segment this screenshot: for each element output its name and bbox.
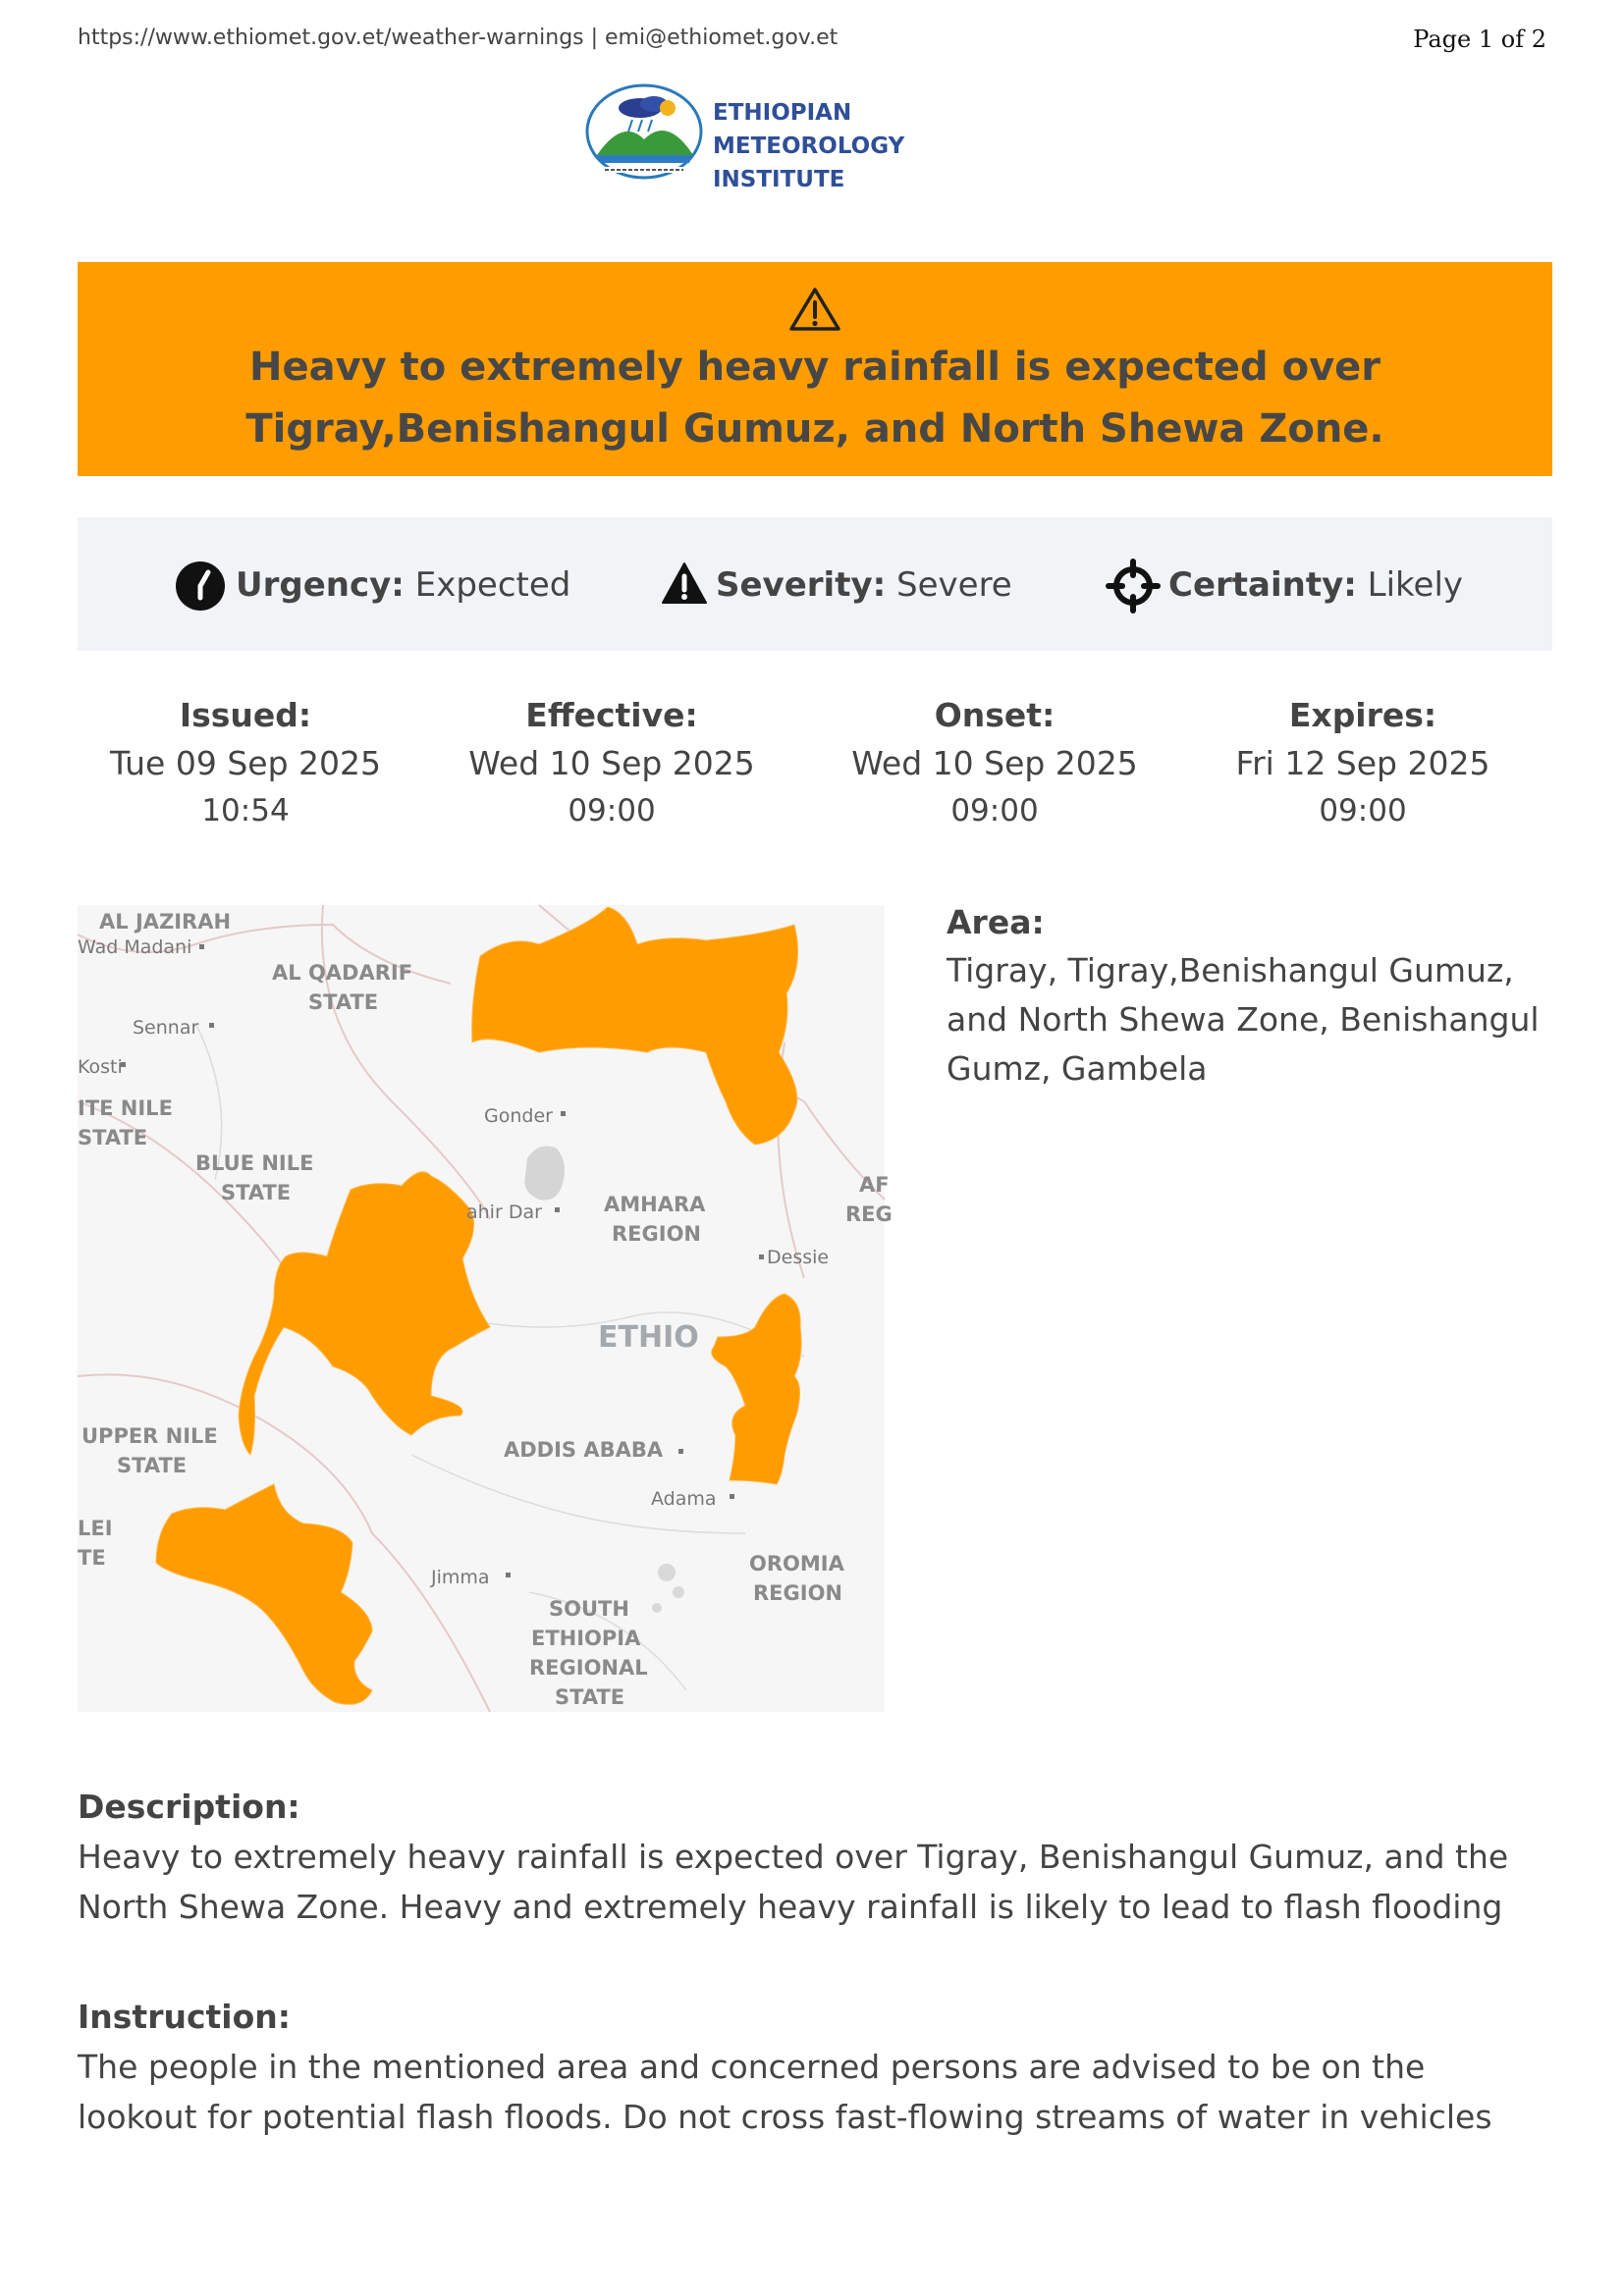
warning-banner xyxy=(78,262,1552,476)
expires-day: Fri 12 Sep 2025 xyxy=(1235,744,1490,782)
expires-label: Expires: xyxy=(1288,696,1437,734)
map-label-white-nile-1: ITE NILE xyxy=(78,1096,173,1120)
crosshair-icon xyxy=(1108,561,1159,612)
map-label-wad-madani: Wad Madani xyxy=(78,936,192,958)
certainty-label: Certainty: xyxy=(1168,565,1357,605)
issued-day: Tue 09 Sep 2025 xyxy=(109,744,381,782)
map-label-ethiopia: ETHIO xyxy=(598,1320,699,1355)
map-label-jimma: Jimma xyxy=(431,1567,490,1588)
area-label: Area: xyxy=(947,903,1045,941)
instruction-line1: The people in the mentioned area and concerned persons are advised to be on the xyxy=(78,2048,1426,2086)
map-label-blue-nile-2: STATE xyxy=(221,1181,292,1204)
clock-icon xyxy=(175,561,226,612)
institute-name xyxy=(713,96,1045,196)
issued-time: 10:54 xyxy=(201,793,290,828)
area-line2: and North Shewa Zone, Benishangul xyxy=(947,1000,1540,1039)
warning-area-map[interactable] xyxy=(78,905,893,1712)
issued-label: Issued: xyxy=(179,696,312,734)
severity-label: Severity: xyxy=(716,565,887,605)
onset-label: Onset: xyxy=(934,696,1056,734)
description-line2: North Shewa Zone. Heavy and extremely heavy rainfall is likely to lead to flash flooding xyxy=(78,1888,1503,1926)
map-label-south-ethiopia-4: STATE xyxy=(555,1685,625,1709)
map-label-kosti: Kosti xyxy=(78,1056,123,1078)
map-label-dessie: Dessie xyxy=(767,1247,830,1268)
effective-date xyxy=(435,692,788,833)
alert-properties xyxy=(78,517,1552,651)
area-line1: Tigray, Tigray,Benishangul Gumuz, xyxy=(947,951,1514,989)
description-line1: Heavy to extremely heavy rainfall is expected over Tigray, Benishangul Gumuz, and the xyxy=(78,1838,1509,1876)
map-label-south-ethiopia-3: REGIONAL xyxy=(529,1656,648,1680)
alert-triangle-icon xyxy=(661,561,708,608)
map-label-upper-nile-2: STATE xyxy=(117,1454,188,1477)
map-label-south-ethiopia-1: SOUTH xyxy=(549,1597,629,1621)
instruction-label: Instruction: xyxy=(78,1998,291,2036)
map-label-afar-1: AF xyxy=(859,1173,890,1197)
map-label-addis-ababa: ADDIS ABABA xyxy=(504,1438,664,1462)
map-label-jonglei-2: TE xyxy=(78,1546,106,1570)
instruction-section xyxy=(78,1993,1552,2142)
description-label: Description: xyxy=(78,1788,300,1826)
map-label-sennar: Sennar xyxy=(133,1017,199,1039)
map-label-south-ethiopia-2: ETHIOPIA xyxy=(531,1627,641,1650)
map-label-afar-2: REG xyxy=(845,1202,893,1226)
onset-day: Wed 10 Sep 2025 xyxy=(851,744,1138,782)
map-label-al-qadarif-2: STATE xyxy=(308,990,379,1014)
benishangul-warning-area xyxy=(239,1172,490,1455)
area-line3: Gumz, Gambela xyxy=(947,1049,1208,1088)
page-header xyxy=(78,22,1546,57)
page-indicator: Page 1 of 2 xyxy=(1413,26,1546,53)
map-label-al-jazirah: AL JAZIRAH xyxy=(99,910,232,934)
urgency-value: Expected xyxy=(414,565,571,605)
certainty-value: Likely xyxy=(1367,565,1464,605)
map-label-upper-nile-1: UPPER NILE xyxy=(81,1424,218,1448)
onset-time: 09:00 xyxy=(950,793,1039,828)
effective-time: 09:00 xyxy=(568,793,656,828)
map-label-jonglei-1: LEI xyxy=(78,1517,113,1540)
source-url-line[interactable]: https://www.ethiomet.gov.et/weather-warnings | emi@ethiomet.gov.et xyxy=(78,26,839,50)
expires-date xyxy=(1186,692,1540,833)
area-section xyxy=(947,899,1555,1094)
emi-seal-logo-icon xyxy=(583,79,705,181)
severity-value: Severe xyxy=(896,565,1012,605)
map-label-oromia-2: REGION xyxy=(753,1581,842,1605)
description-section xyxy=(78,1783,1552,1932)
alert-dates xyxy=(78,692,1552,839)
effective-label: Effective: xyxy=(525,696,698,734)
headline-line1: Heavy to extremely heavy rainfall is expected over xyxy=(248,345,1380,390)
map-label-al-qadarif-1: AL QADARIF xyxy=(272,961,413,985)
gambela-warning-area xyxy=(156,1484,372,1704)
onset-date xyxy=(818,692,1171,833)
map-label-adama: Adama xyxy=(651,1488,717,1510)
headline-line2: Tigray,Benishangul Gumuz, and North Shewa Zone. xyxy=(245,406,1384,452)
expires-time: 09:00 xyxy=(1319,793,1407,828)
urgency-label: Urgency: xyxy=(236,565,405,605)
map-label-oromia-1: OROMIA xyxy=(749,1552,844,1575)
instruction-line2: lookout for potential flash floods. Do not cross fast-flowing streams of water in vehicles xyxy=(78,2098,1492,2136)
institute-name-line2: INSTITUTE xyxy=(713,167,845,192)
map-label-white-nile-2: STATE xyxy=(78,1126,148,1149)
issued-date xyxy=(69,692,422,833)
warning-triangle-icon xyxy=(788,286,841,333)
institute-name-line1: ETHIOPIAN METEOROLOGY xyxy=(713,100,905,159)
warning-headline xyxy=(117,337,1513,460)
effective-day: Wed 10 Sep 2025 xyxy=(468,744,755,782)
north-shewa-warning-area xyxy=(712,1294,801,1484)
map-label-gonder: Gonder xyxy=(484,1105,553,1127)
map-label-amhara-2: REGION xyxy=(612,1222,701,1246)
institute-logo xyxy=(583,79,1045,192)
map-label-amhara-1: AMHARA xyxy=(604,1193,706,1216)
map-label-blue-nile-1: BLUE NILE xyxy=(195,1151,314,1175)
map-label-bahir-dar: ahir Dar xyxy=(466,1201,542,1223)
